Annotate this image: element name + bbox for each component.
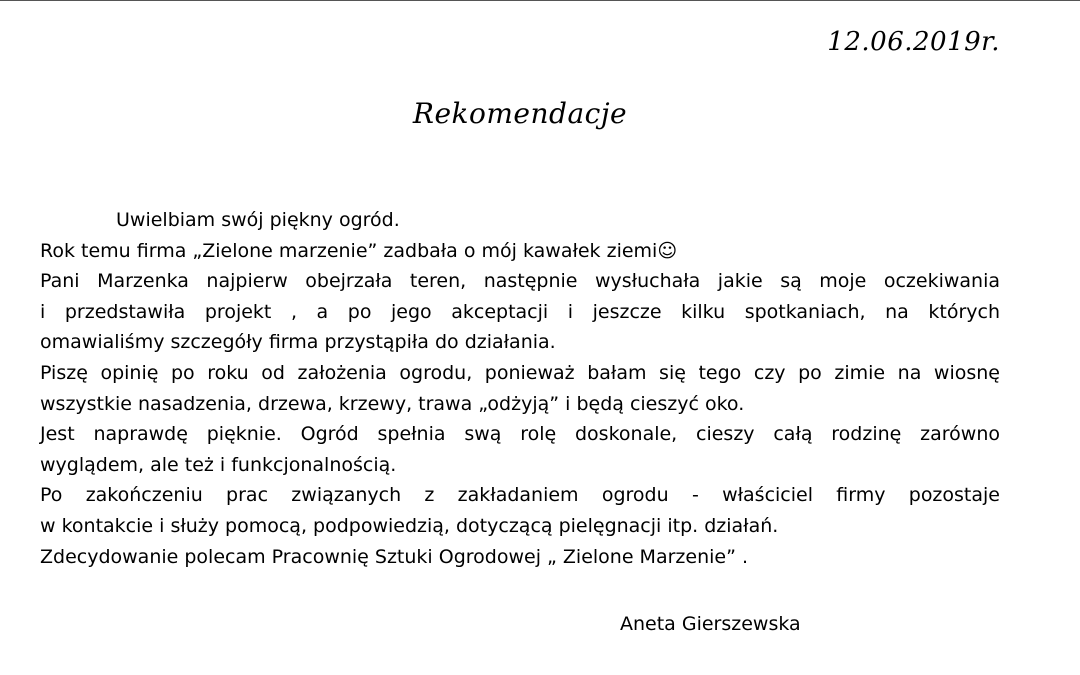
body-line: wyglądem, ale też i funkcjonalnością. <box>40 453 397 476</box>
body-line: Uwielbiam swój piękny ogród. <box>116 209 400 231</box>
body-line: i przedstawiła projekt , a po jego akceptacji i jeszcze kilku spotkaniach, na których <box>40 300 1000 323</box>
letter-date: 12.06.2019r. <box>827 27 1000 57</box>
body-line: Zdecydowanie polecam Pracownię Sztuki Ogrodowej „ Zielone Marzenie” . <box>40 545 749 568</box>
body-line: Jest naprawdę pięknie. Ogród spełnia swą rolę doskonale, cieszy całą rodzinę zarówno <box>40 423 1000 446</box>
body-line: wszystkie nasadzenia, drzewa, krzewy, trawa „odżyją” i będą cieszyć oko. <box>40 392 745 415</box>
body-line: omawialiśmy szczegóły firma przystąpiła do działania. <box>40 331 556 354</box>
body-line: w kontakcie i służy pomocą, podpowiedzią, dotyczącą pielęgnacji itp. działań. <box>40 514 779 537</box>
body-line: Piszę opinię po roku od założenia ogrodu, ponieważ bałam się tego czy po zimie na wiosnę <box>40 361 1000 384</box>
body-line: Pani Marzenka najpierw obejrzała teren, następnie wysłuchała jakie są moje oczekiwania <box>40 270 1000 293</box>
body-line: Rok temu firma „Zielone marzenie” zadbała o mój kawałek ziemi☺ <box>40 239 678 262</box>
body-line: Po zakończeniu prac związanych z zakładaniem ogrodu - właściciel firmy pozostaje <box>40 484 1000 507</box>
letter-body <box>40 205 1000 572</box>
signature: Aneta Gierszewska <box>620 613 801 635</box>
letter-title: Rekomendacje <box>412 97 628 130</box>
